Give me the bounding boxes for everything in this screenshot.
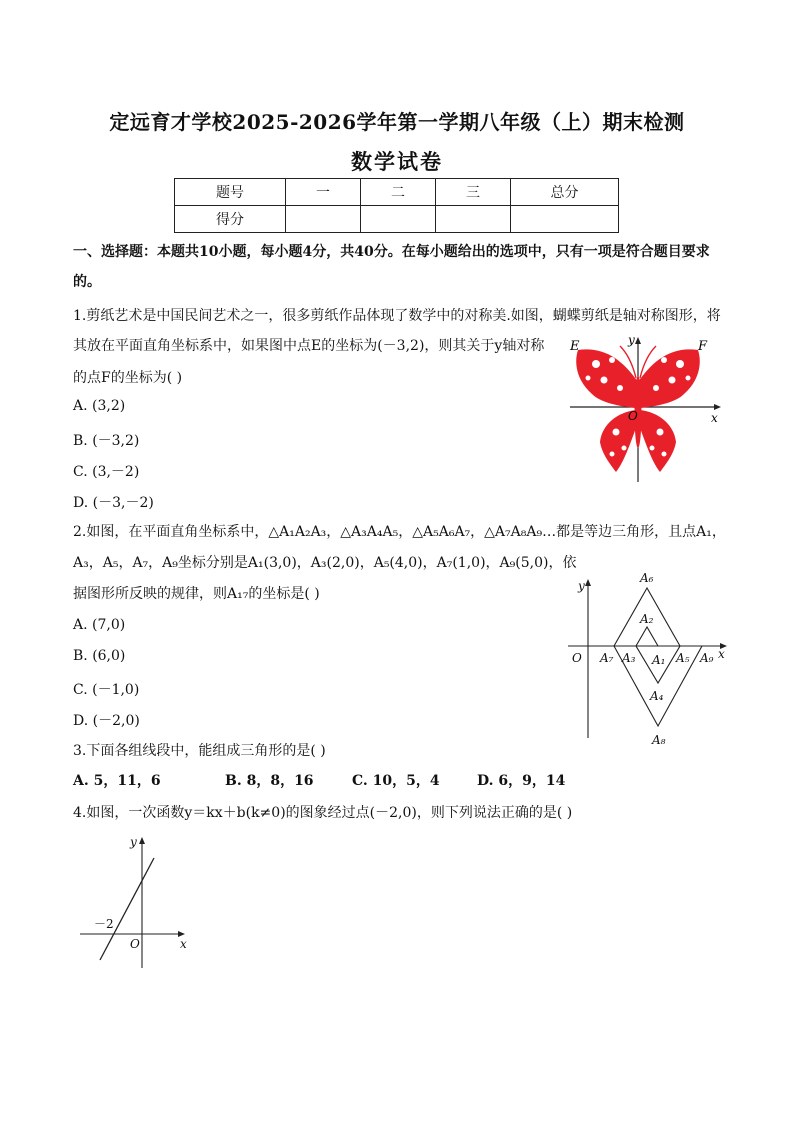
label-a7: A₇ xyxy=(600,651,614,665)
q1-option-b[interactable]: B. (－3,2) xyxy=(73,433,140,449)
point-e-label: E xyxy=(570,339,580,354)
score-header-cell: 一 xyxy=(286,179,361,206)
triangles-figure xyxy=(562,568,734,750)
score-cell[interactable] xyxy=(361,206,436,233)
score-table-header-row xyxy=(175,179,619,206)
label-a1: A₁ xyxy=(652,653,666,667)
q1-stem-line2: 其放在平面直角坐标系中，如果图中点E的坐标为(－3,2)，则其关于y轴对称 xyxy=(73,338,545,354)
q2-option-c[interactable]: C. (－1,0) xyxy=(73,682,140,698)
q1-option-a[interactable]: A. (3,2) xyxy=(73,398,126,414)
exam-subtitle: 数学试卷 xyxy=(351,149,443,174)
score-header-cell: 三 xyxy=(436,179,511,206)
q3-option-a[interactable]: A. 5，11，6 xyxy=(73,773,161,789)
butterfly-right-lower-wing xyxy=(640,410,676,472)
y-axis-label: y xyxy=(628,333,635,347)
q2-stem-line3: 据图形所反映的规律，则A₁₇的坐标是( ) xyxy=(73,586,320,602)
score-table-score-row xyxy=(175,206,619,233)
point-f-label: F xyxy=(698,339,708,354)
origin-label: O xyxy=(130,937,140,951)
x-axis-arrow-icon xyxy=(714,404,721,410)
score-header-cell: 二 xyxy=(361,179,436,206)
score-header-cell: 题号 xyxy=(175,179,286,206)
q2-option-a[interactable]: A. (7,0) xyxy=(73,617,126,633)
score-table xyxy=(174,178,619,233)
label-a6: A₆ xyxy=(640,571,654,585)
q1-option-d[interactable]: D. (－3,－2) xyxy=(73,495,154,511)
q1-stem-line3: 的点F的坐标为( ) xyxy=(73,370,183,386)
origin-label: O xyxy=(572,651,582,665)
origin-label: O xyxy=(628,409,638,423)
linear-function-figure xyxy=(78,828,198,973)
q1-stem-line1: 1.剪纸艺术是中国民间艺术之一，很多剪纸作品体现了数学中的对称美.如图，蝴蝶剪纸是轴对称图形，将 xyxy=(73,308,721,324)
y-axis-arrow-icon xyxy=(635,337,641,344)
y-axis-arrow-icon xyxy=(585,579,591,586)
score-cell[interactable] xyxy=(511,206,619,233)
q2-stem-line2: A₃，A₅，A₇，A₉坐标分别是A₁(3,0)，A₃(2,0)，A₅(4,0)，A₇(1,0)，A₉(5,0)，依 xyxy=(73,555,577,571)
q1-option-c[interactable]: C. (3,－2) xyxy=(73,464,140,480)
y-axis-label: y xyxy=(130,835,137,849)
q2-option-b[interactable]: B. (6,0) xyxy=(73,648,126,664)
q2-stem-line1: 2.如图，在平面直角坐标系中，△A₁A₂A₃，△A₃A₄A₅，△A₅A₆A₇，△A₇A₈A₉…都是等边三角形，且点A₁， xyxy=(73,524,726,540)
y-axis-label: y xyxy=(578,579,585,593)
butterfly-figure xyxy=(566,332,726,487)
score-cell[interactable] xyxy=(436,206,511,233)
label-a9: A₉ xyxy=(700,651,714,665)
function-line xyxy=(100,858,154,960)
label-a3: A₃ xyxy=(622,651,636,665)
x-axis-label: x xyxy=(718,647,725,661)
triangle-a1-a2-a3 xyxy=(636,627,658,646)
q3-option-b[interactable]: B. 8，8，16 xyxy=(225,773,314,789)
q3-option-d[interactable]: D. 6，9，14 xyxy=(477,773,566,789)
tick-label-neg2: －2 xyxy=(94,917,114,931)
section1-instructions-line2: 的。 xyxy=(73,274,101,290)
score-header-cell: 总分 xyxy=(511,179,619,206)
x-axis-label: x xyxy=(711,411,718,425)
score-row-label: 得分 xyxy=(175,206,286,233)
label-a4: A₄ xyxy=(650,689,664,703)
section1-instructions-line1: 一、选择题：本题共10小题，每小题4分，共40分。在每小题给出的选项中，只有一项是符合题目要求 xyxy=(73,244,710,260)
label-a8: A₈ xyxy=(652,733,666,747)
q2-option-d[interactable]: D. (－2,0) xyxy=(73,713,140,729)
y-axis-arrow-icon xyxy=(139,837,145,844)
q3-option-c[interactable]: C. 10，5，4 xyxy=(352,773,440,789)
exam-title: 定远育才学校2025-2026学年第一学期八年级（上）期末检测 xyxy=(109,110,685,134)
q4-stem: 4.如图，一次函数y＝kx＋b(k≠0)的图象经过点(－2,0)，则下列说法正确的是( ) xyxy=(73,805,573,821)
x-axis-label: x xyxy=(180,937,187,951)
label-a2: A₂ xyxy=(640,612,654,626)
q3-stem: 3.下面各组线段中，能组成三角形的是( ) xyxy=(73,743,326,759)
label-a5: A₅ xyxy=(676,651,690,665)
score-cell[interactable] xyxy=(286,206,361,233)
